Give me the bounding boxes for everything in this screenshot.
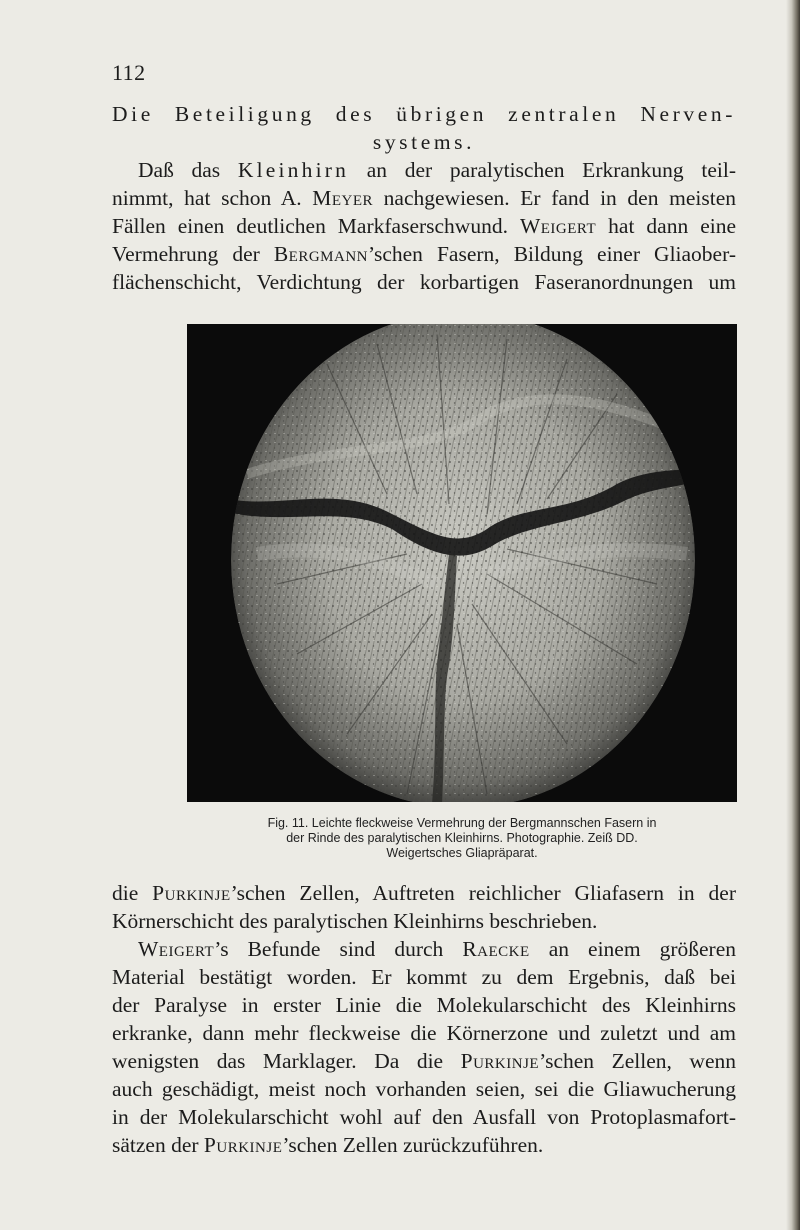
paragraph-3-line-6: auch geschädigt, meist noch vorhanden seien, sei die Gliawucherung [112, 1077, 736, 1101]
paragraph-3-line-8 [112, 1131, 736, 1159]
paragraph-1-line-1 [112, 156, 736, 184]
paragraph-2-line-1 [112, 879, 736, 907]
emphasized-term: Kleinhirn [237, 158, 350, 182]
text-run: an der paralytischen Erkrankung teil- [349, 158, 736, 182]
author-name: Raecke [462, 937, 530, 961]
section-bottom [112, 879, 736, 1159]
text-run: ’schen Zellen, wenn [539, 1049, 736, 1073]
text-run: hat dann eine [596, 214, 736, 238]
author-name: Meyer [312, 186, 374, 210]
section-heading-line-1: Die Beteiligung des übrigen zentralen Nerven- [112, 102, 736, 126]
text-run: die [112, 881, 153, 905]
micrograph-image [187, 324, 737, 802]
page-number: 112 [112, 60, 146, 85]
figure-caption-line-1: Fig. 11. Leichte fleckweise Vermehrung der Bergmannschen Fasern in [267, 816, 657, 830]
text-run: nachgewiesen. Er fand in den meisten [373, 186, 736, 210]
paragraph-3-line-2: Material bestätigt worden. Er kommt zu dem Ergebnis, daß bei [112, 965, 736, 989]
figure-photomicrograph [187, 324, 737, 802]
paragraph-1-line-3 [112, 212, 736, 240]
text-run: nimmt, hat schon A. [112, 186, 313, 210]
paragraph-1-line-4 [112, 240, 736, 268]
figure-caption [186, 816, 738, 861]
text-run: ’schen Fasern, Bildung einer Gliaober- [368, 242, 736, 266]
text-run: Vermehrung der [112, 242, 274, 266]
text-run: sätzen der [112, 1133, 204, 1157]
paragraph-3-line-5 [112, 1047, 736, 1075]
paragraph-3-line-3: der Paralyse in erster Linie die Molekularschicht des Kleinhirns [112, 993, 736, 1017]
paragraph-3-line-7: in der Molekularschicht wohl auf den Ausfall von Protoplasmafort- [112, 1105, 736, 1129]
paragraph-1-line-2 [112, 184, 736, 212]
text-run: wenigsten das Marklager. Da die [112, 1049, 461, 1073]
page-edge-shadow [786, 0, 800, 1230]
text-run: an einem größeren [529, 937, 737, 961]
author-name: Purkinje [152, 881, 231, 905]
text-run: ’schen Zellen, Auftreten reichlicher Gliafasern in der [230, 881, 736, 905]
section-top [112, 100, 736, 296]
text-run: Daß das [138, 158, 238, 182]
figure-caption-line-3: Weigertsches Gliapräparat. [386, 846, 538, 860]
author-name: Purkinje [460, 1049, 540, 1073]
paragraph-1-line-5: flächenschicht, Verdichtung der korbartigen Faseranordnungen um [112, 270, 736, 294]
text-run: Fällen einen deutlichen Markfaserschwund. [112, 214, 520, 238]
section-heading-line-2: systems. [372, 130, 476, 154]
paragraph-3-line-1 [112, 935, 736, 963]
author-name: Weigert [138, 937, 215, 961]
paragraph-2-line-2: Körnerschicht des paralytischen Kleinhirns beschrieben. [112, 909, 598, 933]
paragraph-3-line-4: erkranke, dann mehr fleckweise die Körnerzone und zuletzt und am [112, 1021, 736, 1045]
author-name: Weigert [519, 214, 597, 238]
text-run: ’s Befunde sind durch [214, 937, 463, 961]
figure-caption-line-2: der Rinde des paralytischen Kleinhirns. Photographie. Zeiß DD. [286, 831, 638, 845]
text-run: ’schen Zellen zurückzuführen. [282, 1133, 544, 1157]
author-name: Bergmann [273, 242, 368, 266]
author-name: Purkinje [203, 1133, 283, 1157]
